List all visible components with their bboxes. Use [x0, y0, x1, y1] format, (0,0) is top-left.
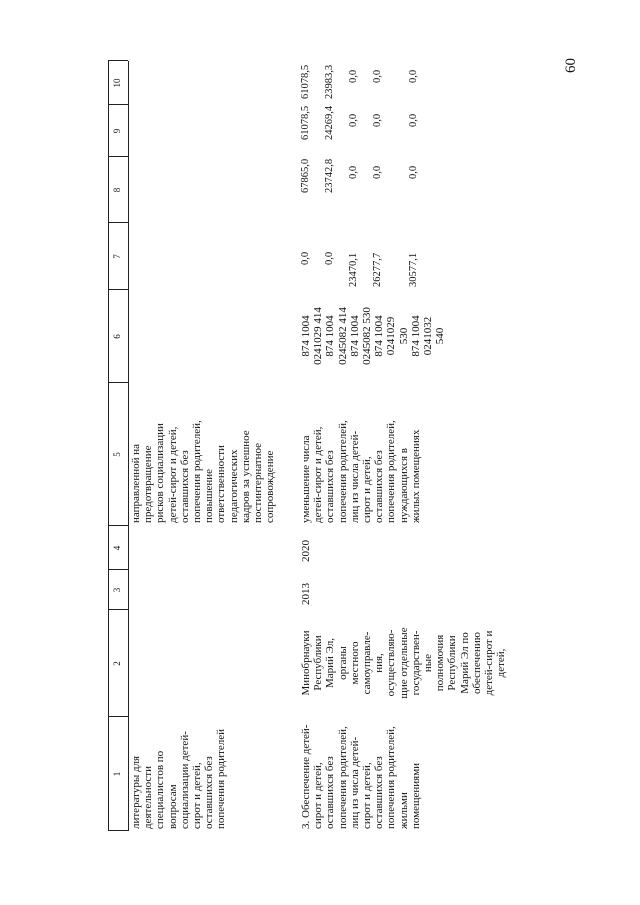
- amount-col8: 23742,8: [324, 158, 335, 193]
- text-line: лиц из числа детей-: [348, 430, 361, 523]
- header-bottom-border: [128, 61, 129, 831]
- budget-code-line: 0241032: [422, 316, 435, 356]
- text-line: государствен-: [409, 630, 422, 696]
- text-line: оставшихся без: [373, 450, 386, 523]
- row1-col1: [130, 719, 228, 829]
- text-line: сирот и детей,: [312, 762, 325, 829]
- text-line: лиц из числа детей-: [348, 736, 361, 829]
- header-col-10: 10: [112, 78, 122, 88]
- budget-code-line: 0241029 414: [312, 307, 325, 365]
- text-line: попечения родителей,: [336, 420, 349, 523]
- amount-col10: 0,0: [348, 69, 359, 83]
- text-line: ответственности: [215, 445, 228, 523]
- text-line: Минобрнауки: [300, 630, 312, 696]
- text-line: нуждающихся в: [397, 448, 410, 523]
- text-line: повышение: [203, 469, 216, 523]
- text-line: оставшихся без: [373, 756, 386, 829]
- text-line: ния,: [373, 653, 386, 673]
- header-col-8: 8: [112, 187, 122, 193]
- header-col-2: 2: [112, 661, 122, 666]
- amount-col7: 26277,7: [372, 252, 383, 287]
- budget-code-line: 0245082 414: [336, 307, 349, 365]
- row2-col1: [300, 717, 422, 829]
- text-line: литературы для: [130, 755, 142, 829]
- budget-code-line: 0245082 530: [361, 307, 374, 365]
- text-line: полномочия: [434, 634, 447, 692]
- text-line: детей,: [495, 648, 508, 678]
- text-line: Республики: [446, 635, 459, 691]
- amount-col9: 0,0: [348, 113, 359, 127]
- text-line: направленной на: [130, 444, 142, 523]
- row2-col2: [300, 611, 507, 715]
- text-line: местного: [348, 641, 361, 685]
- text-line: уменьшение числа: [300, 435, 312, 523]
- row1-col5: [130, 385, 276, 523]
- budget-code-line: 874 1004: [348, 315, 361, 357]
- text-line: попечения родителей,: [336, 726, 349, 829]
- row2-col6-budget-codes: [300, 291, 446, 381]
- text-line: Марий Эл по: [458, 632, 471, 694]
- amount-col7: 0,0: [300, 251, 311, 265]
- amount-col8: 0,0: [348, 165, 359, 179]
- header-col-6: 6: [112, 334, 122, 339]
- text-line: детей-сирот и: [483, 630, 496, 696]
- text-line: постинтернатное: [252, 442, 265, 523]
- budget-code-line: 874 1004: [373, 315, 386, 357]
- text-line: сирот и детей,: [361, 456, 374, 523]
- row2-col5: [300, 385, 422, 523]
- budget-code-line: 0241029: [385, 316, 398, 356]
- text-line: оставшихся без: [324, 450, 337, 523]
- text-line: сопровождение: [264, 450, 277, 523]
- header-col-5: 5: [112, 452, 122, 457]
- text-line: вопросам: [166, 784, 179, 829]
- amount-col10: 0,0: [372, 69, 383, 83]
- text-line: попечения родителей,: [385, 420, 398, 523]
- amount-col7: 23470,1: [348, 252, 359, 287]
- text-line: оставшихся без: [324, 756, 337, 829]
- amount-col7: 0,0: [324, 251, 335, 265]
- header-col-9: 9: [112, 128, 122, 134]
- amount-col8: 0,0: [408, 165, 419, 179]
- text-line: попечения родителей,: [385, 726, 398, 829]
- row2-start-year: 2013: [300, 583, 312, 605]
- text-line: детей-сирот и детей,: [312, 426, 325, 523]
- text-line: сирот и детей,: [361, 762, 374, 829]
- amount-col9: 0,0: [372, 113, 383, 127]
- text-line: самоуправле-: [361, 631, 374, 695]
- text-line: щие отдельные: [397, 627, 410, 699]
- text-line: жильми: [397, 792, 410, 829]
- header-col-1: 1: [112, 771, 122, 777]
- text-line: рисков социализации: [154, 423, 167, 523]
- budget-code-line: 874 1004: [409, 315, 422, 357]
- text-line: осуществляю-: [385, 629, 398, 697]
- text-line: обеспечению: [470, 632, 483, 694]
- header-col-3: 3: [112, 587, 122, 593]
- text-line: жилых помещениях: [409, 429, 422, 523]
- text-line: Марий Эл,: [324, 637, 337, 689]
- amount-col8: 0,0: [372, 165, 383, 179]
- header-col-4: 4: [112, 545, 122, 551]
- budget-code-line: 530: [397, 327, 410, 345]
- amount-col9: 24269,4: [324, 105, 335, 140]
- text-line: специалистов по: [154, 750, 167, 829]
- text-line: 3. Обеспечение детей-: [300, 724, 312, 829]
- text-line: оставшихся без: [203, 756, 216, 829]
- row2-end-year: 2020: [300, 540, 312, 562]
- text-line: помещениями: [409, 762, 422, 829]
- text-line: педагогических: [227, 449, 240, 523]
- text-line: детей-сирот и детей,: [166, 426, 179, 523]
- text-line: ные: [422, 653, 435, 673]
- amount-col7: 30577,1: [408, 252, 419, 287]
- text-line: деятельности: [142, 766, 155, 829]
- text-line: оставшихся без: [178, 450, 191, 523]
- budget-code-line: 874 1004: [300, 315, 312, 357]
- text-line: кадров за успешное: [239, 430, 252, 523]
- text-line: сирот и детей,: [191, 762, 204, 829]
- amount-col10: 0,0: [408, 69, 419, 83]
- page-number: 60: [563, 58, 579, 73]
- amount-col10: 61078,5: [300, 64, 311, 99]
- text-line: попечения родителей: [215, 729, 228, 829]
- amount-col9: 61078,5: [300, 105, 311, 140]
- header-col-7: 7: [112, 254, 122, 259]
- budget-code-line: 540: [434, 327, 447, 345]
- amount-col10: 23983,3: [324, 64, 335, 99]
- text-line: попечения родителей,: [191, 420, 204, 523]
- budget-code-line: 874 1004: [324, 315, 337, 357]
- text-line: Республики: [312, 635, 325, 691]
- amount-col8: 67865,0: [300, 158, 311, 193]
- amount-col9: 0,0: [408, 113, 419, 127]
- text-line: социализации детей-: [178, 731, 191, 829]
- text-line: предотвращение: [142, 445, 155, 523]
- text-line: органы: [336, 646, 349, 680]
